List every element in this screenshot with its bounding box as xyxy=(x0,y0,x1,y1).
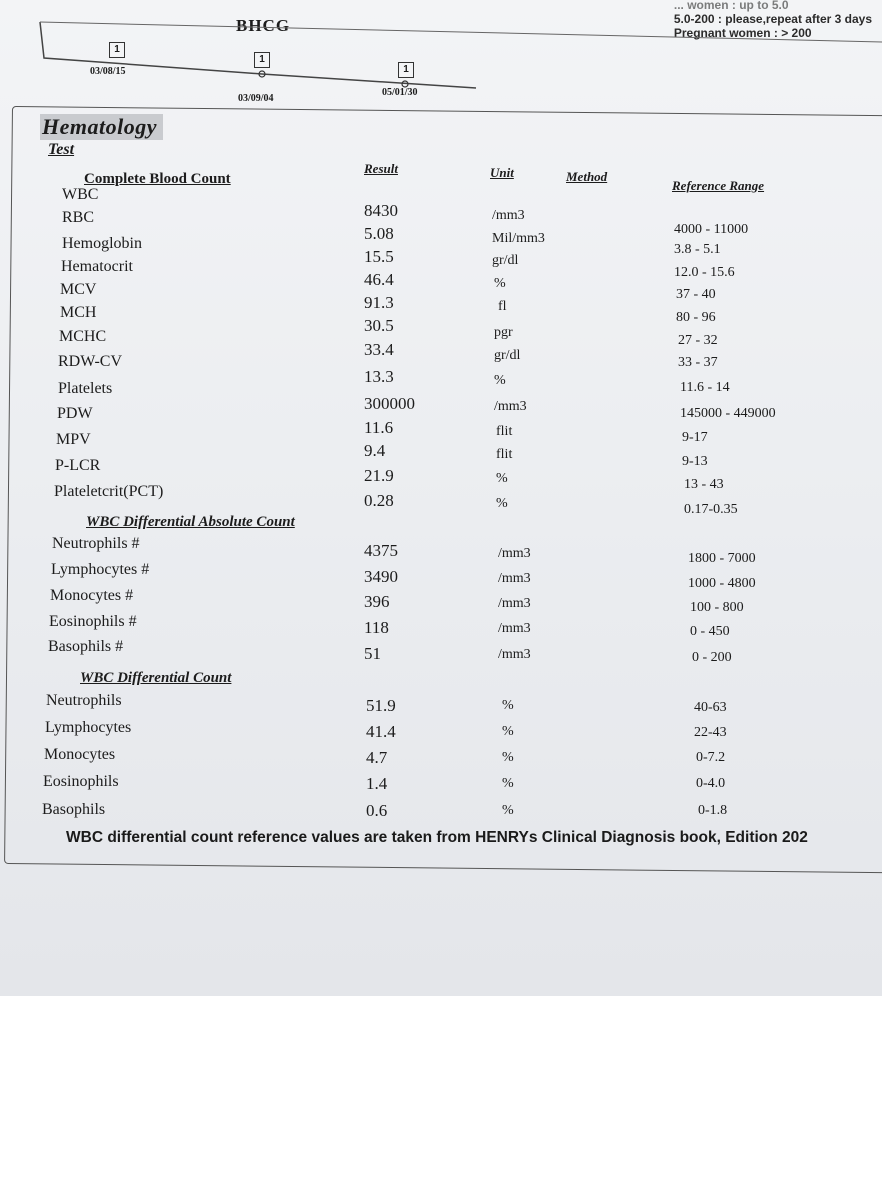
test-reference-range: 11.6 - 14 xyxy=(680,380,730,395)
test-unit: /mm3 xyxy=(498,621,531,636)
reference-range-column-header: Reference Range xyxy=(672,178,765,193)
bhcg-point-date: 03/08/15 xyxy=(90,66,126,77)
test-name: Lymphocytes # xyxy=(51,561,150,578)
test-reference-range: 80 - 96 xyxy=(676,310,716,325)
reference-footnote: WBC differential count reference values are taken from HENRYs Clinical Diagnosis book, Edition 202 xyxy=(66,829,808,846)
test-name: Eosinophils # xyxy=(49,613,137,630)
bhcg-note-line: 5.0-200 : please,repeat after 3 days xyxy=(673,12,872,26)
test-name: WBC xyxy=(62,186,99,203)
test-name: PDW xyxy=(57,405,93,422)
test-result: 3490 xyxy=(364,567,398,586)
test-unit: /mm3 xyxy=(498,571,531,586)
bhcg-title: BHCG xyxy=(236,16,291,35)
section-title: Hematology xyxy=(40,114,163,140)
test-name: Hematocrit xyxy=(61,258,133,275)
test-result: 30.5 xyxy=(364,316,394,335)
test-name: P-LCR xyxy=(55,457,101,474)
test-name: Neutrophils # xyxy=(52,535,140,552)
test-name: Monocytes xyxy=(44,746,116,763)
test-unit: % xyxy=(502,724,514,739)
test-unit: flit xyxy=(496,424,513,439)
test-reference-range: 145000 - 449000 xyxy=(680,406,776,421)
test-unit: /mm3 xyxy=(492,208,525,223)
bhcg-point-date: 05/01/30 xyxy=(382,87,418,98)
test-reference-range: 0-7.2 xyxy=(696,750,726,765)
test-unit: fl xyxy=(498,299,507,314)
test-unit: % xyxy=(494,373,506,388)
test-unit: /mm3 xyxy=(498,596,531,611)
test-reference-range: 13 - 43 xyxy=(684,477,724,492)
test-reference-range: 9-17 xyxy=(682,430,708,445)
test-name: Monocytes # xyxy=(50,587,134,604)
test-name: Basophils # xyxy=(48,638,124,655)
test-reference-range: 4000 - 11000 xyxy=(674,222,749,237)
test-unit: % xyxy=(502,803,514,818)
test-unit: /mm3 xyxy=(498,546,531,561)
test-result: 11.6 xyxy=(364,418,394,437)
test-reference-range: 37 - 40 xyxy=(676,287,716,302)
group-title-complete-blood-count: Complete Blood Count xyxy=(84,171,231,187)
test-reference-range: 22-43 xyxy=(694,725,727,740)
test-name: Platelets xyxy=(58,380,113,397)
test-result: 9.4 xyxy=(364,441,386,460)
bhcg-note-line: Pregnant women : > 200 xyxy=(673,26,812,40)
test-name: RDW-CV xyxy=(58,353,122,370)
test-result: 41.4 xyxy=(366,722,396,741)
test-reference-range: 9-13 xyxy=(682,454,708,469)
test-name: Hemoglobin xyxy=(62,235,142,252)
bhcg-point-marker: 1 xyxy=(254,52,270,68)
test-name: Plateletcrit(PCT) xyxy=(54,483,164,500)
bhcg-trend-graph xyxy=(0,0,882,120)
test-result: 15.5 xyxy=(364,247,394,266)
test-unit: % xyxy=(496,496,508,511)
bhcg-point-marker: 1 xyxy=(109,42,125,58)
test-reference-range: 27 - 32 xyxy=(678,333,718,348)
test-result: 91.3 xyxy=(364,293,394,312)
unit-column-header: Unit xyxy=(490,165,514,180)
result-column-header: Result xyxy=(364,161,398,176)
test-unit: % xyxy=(502,776,514,791)
test-result: 51.9 xyxy=(366,696,396,715)
test-name: Neutrophils xyxy=(46,692,122,709)
test-result: 5.08 xyxy=(364,224,394,243)
test-unit: /mm3 xyxy=(494,399,527,414)
test-reference-range: 0 - 450 xyxy=(690,624,730,639)
test-result: 46.4 xyxy=(364,270,394,289)
test-result: 21.9 xyxy=(364,466,394,485)
test-result: 13.3 xyxy=(364,367,394,386)
bhcg-note-line: ... women : up to 5.0 xyxy=(673,0,789,12)
test-result: 33.4 xyxy=(364,340,394,359)
test-reference-range: 0.17-0.35 xyxy=(684,502,738,517)
test-result: 1.4 xyxy=(366,774,388,793)
test-name: MCV xyxy=(60,281,97,298)
test-result: 4.7 xyxy=(366,748,388,767)
test-name: MCH xyxy=(60,304,97,321)
test-reference-range: 3.8 - 5.1 xyxy=(674,242,721,257)
test-name: MPV xyxy=(56,431,91,448)
test-reference-range: 40-63 xyxy=(694,700,727,715)
group-title-wbc-differential: WBC Differential Count xyxy=(80,670,232,686)
method-column-header: Method xyxy=(566,169,608,184)
test-reference-range: 1000 - 4800 xyxy=(688,576,756,591)
test-name: Eosinophils xyxy=(43,773,119,790)
test-name: Lymphocytes xyxy=(45,719,132,736)
test-reference-range: 0 - 200 xyxy=(692,650,732,665)
test-unit: /mm3 xyxy=(498,647,531,662)
bhcg-point-date: 03/09/04 xyxy=(238,93,274,104)
test-reference-range: 12.0 - 15.6 xyxy=(674,265,735,280)
test-unit: flit xyxy=(496,447,513,462)
test-unit: % xyxy=(502,750,514,765)
test-reference-range: 1800 - 7000 xyxy=(688,551,756,566)
test-name: RBC xyxy=(62,209,95,226)
test-result: 0.6 xyxy=(366,801,388,820)
test-unit: gr/dl xyxy=(492,253,519,268)
test-unit: % xyxy=(496,471,508,486)
test-result: 300000 xyxy=(364,394,415,413)
test-name: MCHC xyxy=(59,328,107,345)
test-name: Basophils xyxy=(42,801,106,818)
test-result: 396 xyxy=(364,592,390,611)
test-reference-range: 0-4.0 xyxy=(696,776,726,791)
test-unit: Mil/mm3 xyxy=(492,231,545,246)
test-result: 51 xyxy=(364,644,381,663)
test-result: 0.28 xyxy=(364,491,394,510)
test-result: 8430 xyxy=(364,201,398,220)
test-unit: % xyxy=(502,698,514,713)
test-unit: gr/dl xyxy=(494,348,521,363)
test-result: 118 xyxy=(364,618,389,637)
test-reference-range: 100 - 800 xyxy=(690,600,744,615)
test-column-label: Test xyxy=(48,141,75,158)
bhcg-point-marker: 1 xyxy=(398,62,414,78)
test-unit: pgr xyxy=(494,325,513,340)
test-reference-range: 33 - 37 xyxy=(678,355,718,370)
bhcg-top-line xyxy=(40,22,882,42)
group-title-wbc-differential-absolute: WBC Differential Absolute Count xyxy=(86,514,295,530)
test-unit: % xyxy=(494,276,506,291)
test-reference-range: 0-1.8 xyxy=(698,803,728,818)
test-result: 4375 xyxy=(364,541,398,560)
